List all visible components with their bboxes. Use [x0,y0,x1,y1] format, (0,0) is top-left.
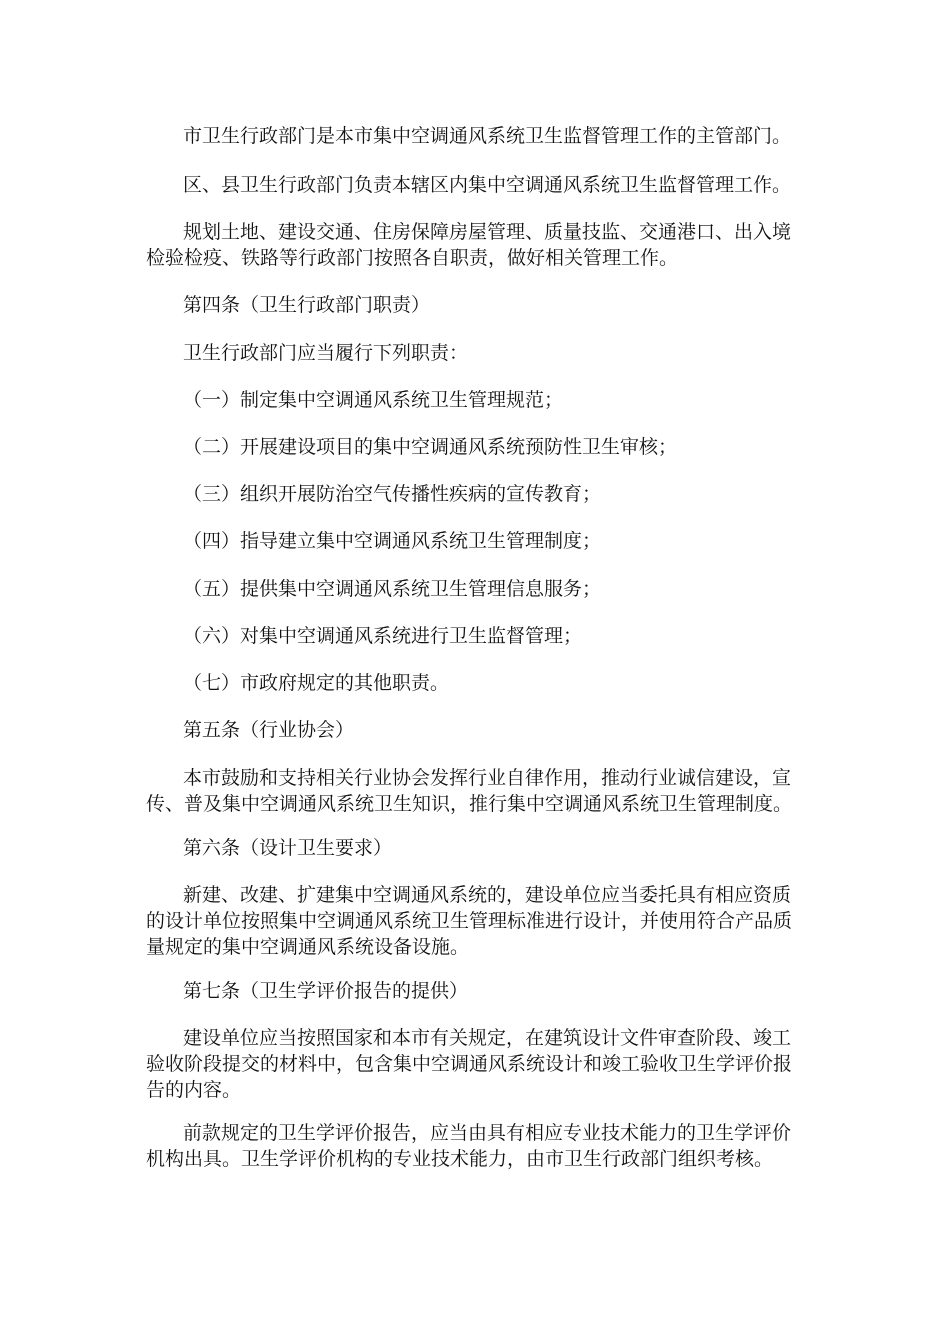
text-line: 量规定的集中空调通风系统设备设施。 [146,936,470,958]
text-line: 市卫生行政部门是本市集中空调通风系统卫生监督管理工作的主管部门。 [183,125,792,147]
text-line: 第四条（卫生行政部门职责） [183,294,431,316]
paragraph-1 [146,123,806,149]
duty-item-2 [146,434,806,460]
paragraph-report-issuer [146,1120,806,1172]
article-heading-5 [146,717,806,743]
text-line: 规划土地、建设交通、住房保障房屋管理、质量技监、交通港口、出入境 [183,221,792,243]
text-line: （一）制定集中空调通风系统卫生管理规范； [183,389,564,411]
text-line: 前款规定的卫生学评价报告，应当由具有相应专业技术能力的卫生学评价 [183,1122,792,1144]
duty-item-6 [146,623,806,649]
text-line: 第七条（卫生学评价报告的提供） [183,980,469,1002]
text-line: （五）提供集中空调通风系统卫生管理信息服务； [183,578,602,600]
text-line: 新建、改建、扩建集中空调通风系统的，建设单位应当委托具有相应资质 [183,884,792,906]
duty-item-5 [146,576,806,602]
paragraph-association [146,765,806,817]
paragraph-duties-intro [146,340,806,366]
paragraph-3 [146,219,806,271]
text-line: 区、县卫生行政部门负责本辖区内集中空调通风系统卫生监督管理工作。 [183,174,792,196]
paragraph-report-submission [146,1025,806,1103]
article-heading-7 [146,978,806,1004]
text-line: 第五条（行业协会） [183,719,355,741]
text-line: 建设单位应当按照国家和本市有关规定，在建筑设计文件审查阶段、竣工 [183,1027,792,1049]
text-line: （三）组织开展防治空气传播性疾病的宣传教育； [183,483,602,505]
paragraph-2 [146,172,806,198]
text-line: （四）指导建立集中空调通风系统卫生管理制度； [183,530,602,552]
text-line: （七）市政府规定的其他职责。 [183,672,450,694]
text-line: 验收阶段提交的材料中，包含集中空调通风系统设计和竣工验收卫生学评价报 [146,1053,793,1075]
text-line: 卫生行政部门应当履行下列职责： [183,342,469,364]
duty-item-3 [146,481,806,507]
text-line: 检验检疫、铁路等行政部门按照各自职责，做好相关管理工作。 [146,247,679,269]
paragraph-design-requirements [146,882,806,960]
text-line: 传、普及集中空调通风系统卫生知识，推行集中空调通风系统卫生管理制度。 [146,793,793,815]
text-line: 本市鼓励和支持相关行业协会发挥行业自律作用，推动行业诚信建设，宣 [183,767,792,789]
article-heading-4 [146,292,806,318]
text-line: 机构出具。卫生学评价机构的专业技术能力，由市卫生行政部门组织考核。 [146,1148,774,1170]
text-line: 第六条（设计卫生要求） [183,837,393,859]
text-line: （六）对集中空调通风系统进行卫生监督管理； [183,625,583,647]
duty-item-4 [146,528,806,554]
text-line: 告的内容。 [146,1079,242,1101]
article-heading-6 [146,835,806,861]
duty-item-1 [146,387,806,413]
duty-item-7 [146,670,806,696]
text-line: （二）开展建设项目的集中空调通风系统预防性卫生审核； [183,436,678,458]
text-line: 的设计单位按照集中空调通风系统卫生管理标准进行设计，并使用符合产品质 [146,910,793,932]
